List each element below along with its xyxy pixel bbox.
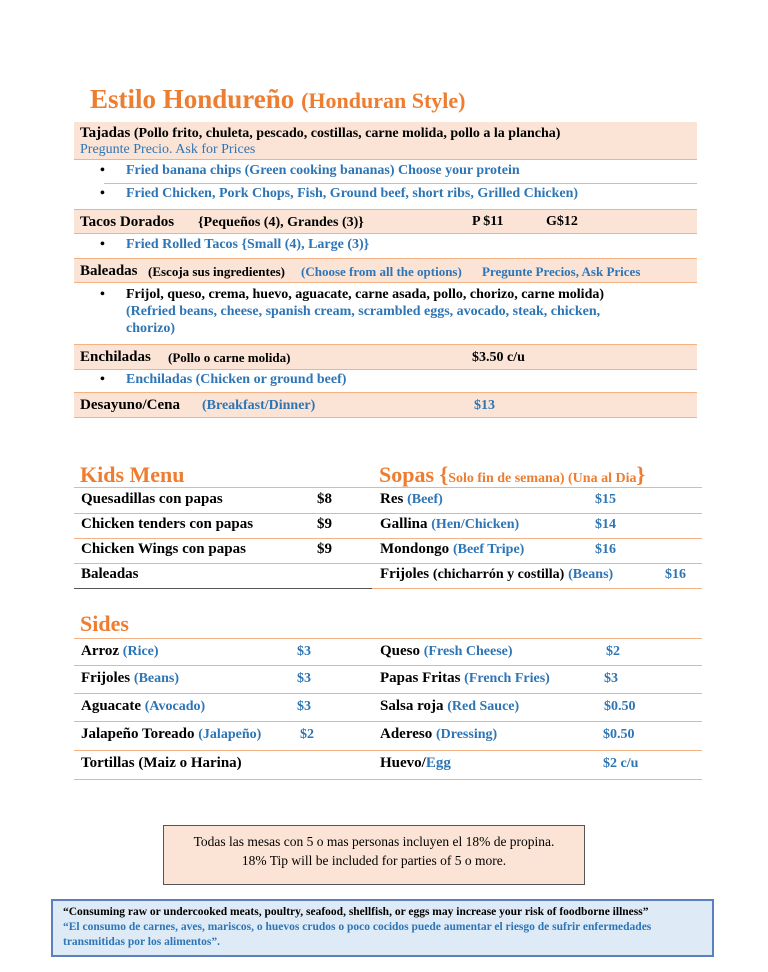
divider: [74, 779, 702, 780]
divider: [74, 721, 702, 722]
baleadas-name: Baleadas: [80, 263, 138, 279]
side-item-name: Aguacate (Avocado): [81, 698, 206, 714]
sopas-brace-open: {: [439, 462, 449, 487]
divider: [372, 588, 702, 589]
kids-item-name: Chicken tenders con papas: [81, 516, 254, 532]
divider: [74, 693, 702, 694]
divider: [372, 538, 702, 539]
side-item-name: Arroz (Rice): [81, 643, 159, 659]
kids-item-price: $9: [317, 541, 332, 557]
desayuno-english: (Breakfast/Dinner): [202, 398, 316, 413]
side-item-price: $3: [297, 699, 311, 714]
divider: [372, 563, 702, 564]
side-item-name: Papas Fritas (French Fries): [380, 670, 550, 686]
tajadas-ask: Pregunte Precio. Ask for Prices: [80, 142, 256, 157]
enchiladas-detail: (Pollo o carne molida): [168, 350, 291, 365]
tacos-name: Tacos Dorados: [80, 214, 175, 230]
side-item-price: $3: [297, 671, 311, 686]
kids-item-price: $8: [317, 491, 332, 507]
tacos-row: [74, 209, 697, 234]
baleadas-ask: Pregunte Precios, Ask Prices: [482, 264, 641, 279]
tajadas-bullet-1-text: Fried banana chips (Green cooking bananas) Choose your protein: [126, 163, 520, 178]
tip-notice-english: 18% Tip will be included for parties of 5 o more.: [241, 853, 507, 868]
sopas-note: Solo fin de semana) (Una al Dia: [448, 471, 637, 486]
enchiladas-row: [74, 344, 697, 370]
tajadas-bullet-2-text: Fried Chicken, Pork Chops, Fish, Ground beef, short ribs, Grilled Chicken): [126, 186, 579, 201]
baleadas-english: (Choose from all the options): [301, 264, 462, 279]
sopas-title: [379, 462, 645, 488]
tacos-detail: {Pequeños (4), Grandes (3)}: [198, 215, 364, 230]
side-item-price: $3: [297, 644, 311, 659]
enchiladas-name: Enchiladas: [80, 349, 151, 365]
side-item-name: Frijoles (Beans): [81, 670, 180, 686]
baleadas-bullet-english-2: chorizo): [126, 321, 175, 336]
sopas-item-name: Frijoles (chicharrón y costilla) (Beans): [380, 566, 614, 582]
side-item-price: $2: [606, 644, 620, 659]
divider: [74, 487, 372, 488]
divider: [74, 638, 702, 639]
enchiladas-bullet-text: Enchiladas (Chicken or ground beef): [126, 372, 347, 387]
tacos-bullet-text: Fried Rolled Tacos {Small (4), Large (3)}: [126, 237, 370, 252]
sopas-item-price: $16: [665, 567, 686, 582]
baleadas-detail: (Escoja sus ingredientes): [148, 264, 285, 279]
divider: [74, 665, 702, 666]
baleadas-bullet-spanish: Frijol, queso, crema, huevo, aguacate, carne asada, pollo, chorizo, carne molida): [126, 287, 605, 302]
sopas-item-price: $15: [595, 492, 616, 507]
warning-spanish: “El consumo de carnes, aves, mariscos, o huevos crudos o poco cocidos puede aumentar el riesgo de sufrir enfermedades transmitidas por los alimentos”.: [63, 921, 652, 948]
desayuno-name: Desayuno/Cena: [80, 397, 181, 413]
tajadas-name: Tajadas: [80, 125, 131, 141]
sopas-item-name: Mondongo (Beef Tripe): [380, 541, 525, 557]
side-item-name: Huevo/Egg: [380, 755, 451, 771]
divider: [104, 183, 697, 184]
page-title: [90, 84, 465, 115]
divider: [74, 538, 372, 539]
side-item-price: $0.50: [604, 699, 636, 714]
side-item-name: Jalapeño Toreado (Jalapeño): [81, 726, 262, 742]
tajadas-detail: (Pollo frito, chuleta, pescado, costillas, carne molida, pollo a la plancha): [133, 126, 561, 141]
sopas-item-price: $16: [595, 542, 616, 557]
kids-item-price: $9: [317, 516, 332, 532]
tacos-price-large: G$12: [546, 214, 578, 229]
sides-title: Sides: [80, 611, 129, 636]
kids-item-name: Chicken Wings con papas: [81, 541, 246, 557]
tacos-price-small: P $11: [472, 214, 504, 229]
food-safety-warning: [51, 899, 714, 957]
side-item-name: Queso (Fresh Cheese): [380, 643, 513, 659]
side-item-price: $2 c/u: [603, 756, 639, 771]
divider: [74, 513, 372, 514]
divider: [74, 588, 372, 589]
sopas-item-price: $14: [595, 517, 616, 532]
title-english: (Honduran Style): [301, 88, 466, 113]
desayuno-row: [74, 392, 697, 418]
divider: [372, 487, 702, 488]
side-item-price: $0.50: [603, 727, 635, 742]
enchiladas-price: $3.50 c/u: [472, 350, 525, 365]
sopas-title-text: Sopas: [379, 462, 435, 487]
baleadas-row: [74, 258, 697, 283]
divider: [372, 513, 702, 514]
title-spanish: Estilo Hondureño: [90, 84, 295, 114]
side-item-price: $2: [300, 727, 314, 742]
side-item-name: Salsa roja (Red Sauce): [380, 698, 520, 714]
tip-notice-spanish: Todas las mesas con 5 o mas personas incluyen el 18% de propina.: [193, 834, 555, 849]
side-item-name: Adereso (Dressing): [380, 726, 498, 742]
kids-menu-title: Kids Menu: [80, 462, 185, 487]
warning-english: “Consuming raw or undercooked meats, poultry, seafood, shellfish, or eggs may increase your risk of foodborne illness”: [63, 906, 649, 918]
desayuno-price: $13: [474, 398, 495, 413]
tajadas-row: [74, 122, 697, 160]
side-item-price: $3: [604, 671, 618, 686]
divider: [74, 750, 702, 751]
divider: [74, 563, 372, 564]
kids-item-name: Baleadas: [81, 566, 139, 582]
sopas-item-name: Res (Beef): [380, 491, 443, 507]
side-item-name: Tortillas (Maiz o Harina): [81, 755, 242, 771]
baleadas-bullet-english-1: (Refried beans, cheese, spanish cream, scrambled eggs, avocado, steak, chicken,: [126, 304, 601, 319]
kids-item-name: Quesadillas con papas: [81, 491, 223, 507]
tip-notice: [163, 825, 585, 885]
sopas-brace-close: }: [636, 462, 646, 487]
sopas-item-name: Gallina (Hen/Chicken): [380, 516, 520, 532]
